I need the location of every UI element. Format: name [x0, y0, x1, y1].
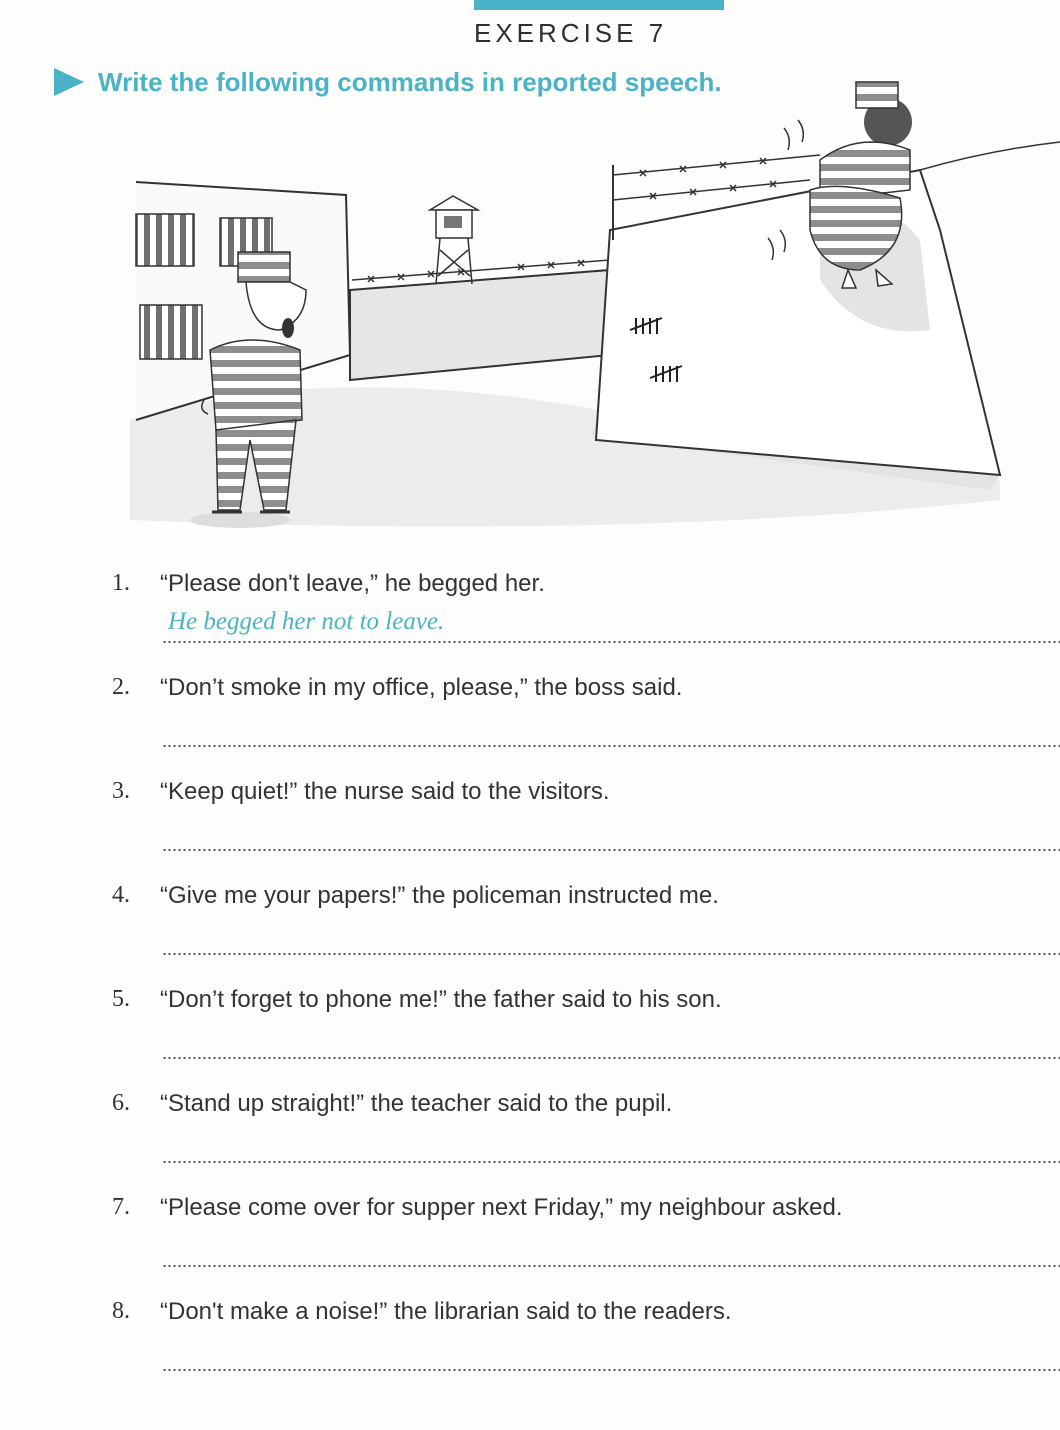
- answer-line[interactable]: [162, 1160, 1060, 1164]
- item-prompt: “Give me your papers!” the policeman instructed me.: [160, 882, 719, 909]
- instruction-text: Write the following commands in reported speech.: [98, 66, 722, 97]
- item-number: 2.: [112, 674, 130, 700]
- exercise-item-4: [0, 872, 1060, 976]
- answer-line[interactable]: [162, 952, 1060, 956]
- item-number: 5.: [112, 986, 130, 1012]
- item-number: 6.: [112, 1090, 130, 1116]
- answer-line[interactable]: [162, 640, 1060, 644]
- item-prompt: “Don’t smoke in my office, please,” the boss said.: [160, 674, 683, 701]
- item-prompt: “Stand up straight!” the teacher said to the pupil.: [160, 1090, 673, 1117]
- item-prompt: “Don’t forget to phone me!” the father said to his son.: [160, 986, 722, 1013]
- answer-line[interactable]: [162, 1368, 1060, 1372]
- exercise-title: EXERCISE 7: [474, 18, 668, 48]
- item-number: 1.: [112, 570, 130, 596]
- item-prompt: “Don't make a noise!” the librarian said to the readers.: [160, 1298, 732, 1325]
- answer-line[interactable]: [162, 1264, 1060, 1268]
- item-prompt: “Please don't leave,” he begged her.: [160, 570, 545, 597]
- exercise-item-8: [0, 1288, 1060, 1392]
- item-answer: He begged her not to leave.: [168, 608, 445, 635]
- exercise-item-7: [0, 1184, 1060, 1288]
- exercise-item-3: [0, 768, 1060, 872]
- answer-line[interactable]: [162, 1056, 1060, 1060]
- answer-line[interactable]: [162, 744, 1060, 748]
- exercise-item-1: [0, 560, 1060, 664]
- item-prompt: “Keep quiet!” the nurse said to the visitors.: [160, 778, 610, 805]
- item-number: 8.: [112, 1298, 130, 1324]
- item-number: 7.: [112, 1194, 130, 1220]
- prison-escape-illustration: [120, 80, 1060, 535]
- item-number: 4.: [112, 882, 130, 908]
- item-number: 3.: [112, 778, 130, 804]
- answer-line[interactable]: [162, 848, 1060, 852]
- exercise-item-6: [0, 1080, 1060, 1184]
- header-accent-bar: [474, 0, 724, 10]
- item-prompt: “Please come over for supper next Friday,” my neighbour asked.: [160, 1194, 843, 1221]
- exercise-item-5: [0, 976, 1060, 1080]
- exercise-item-2: [0, 664, 1060, 768]
- play-arrow-icon: [52, 66, 86, 98]
